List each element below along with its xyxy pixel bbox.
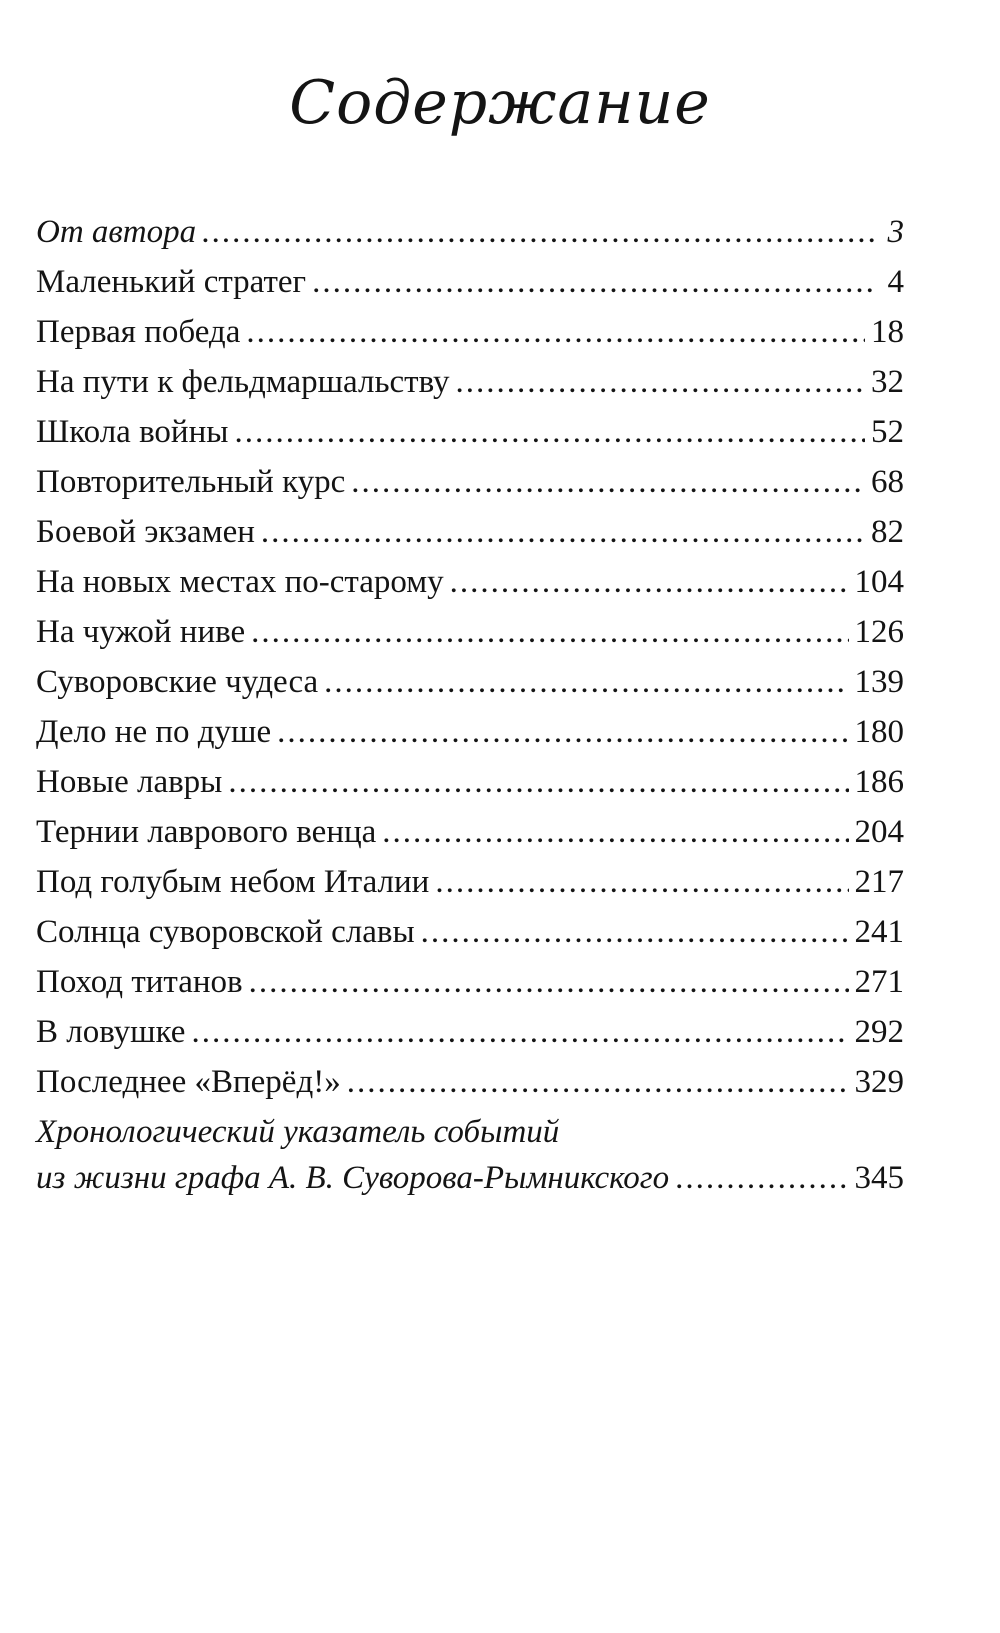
dot-leader bbox=[450, 557, 849, 607]
dot-leader bbox=[191, 1007, 848, 1057]
toc-entry bbox=[36, 1007, 904, 1057]
toc-entry-title: Повторительный курс bbox=[36, 464, 346, 500]
toc-entry-title: Тернии лаврового венца bbox=[36, 814, 377, 850]
dot-leader bbox=[251, 607, 848, 657]
toc-entry-page: 4 bbox=[887, 264, 904, 300]
chronology-title-line-2: из жизни графа А. В. Суворова-Рымникского bbox=[36, 1160, 670, 1196]
toc-entry-page: 204 bbox=[854, 814, 904, 850]
toc-entry-page: 271 bbox=[854, 964, 904, 1000]
toc-entry bbox=[36, 307, 904, 357]
dot-leader bbox=[312, 257, 876, 307]
toc-entry-title: На чужой ниве bbox=[36, 614, 246, 650]
toc-entry-title: Маленький стратег bbox=[36, 264, 307, 300]
toc-entry-page: 126 bbox=[854, 614, 904, 650]
toc-entry-title: Дело не по душе bbox=[36, 714, 272, 750]
chronology-title-line-1: Хронологический указатель событий bbox=[36, 1114, 560, 1150]
toc-entry-page: 186 bbox=[854, 764, 904, 800]
toc-entry bbox=[36, 357, 904, 407]
toc-entry bbox=[36, 557, 904, 607]
toc-entry-title: От автора bbox=[36, 214, 197, 250]
toc-entry-page: 217 bbox=[854, 864, 904, 900]
toc-entry bbox=[36, 957, 904, 1007]
dot-leader bbox=[675, 1155, 848, 1201]
toc-entry bbox=[36, 657, 904, 707]
toc-entry-page: 139 bbox=[854, 664, 904, 700]
dot-leader bbox=[382, 807, 848, 857]
dot-leader bbox=[456, 357, 865, 407]
chronology-entry bbox=[36, 1155, 904, 1201]
toc-entry bbox=[36, 607, 904, 657]
dot-leader bbox=[202, 207, 876, 257]
toc-entry bbox=[36, 907, 904, 957]
toc-entry-title: Школа войны bbox=[36, 414, 229, 450]
toc-entry bbox=[36, 707, 904, 757]
dot-leader bbox=[351, 457, 865, 507]
toc-entry bbox=[36, 457, 904, 507]
toc-entry-title: На пути к фельдмаршальству bbox=[36, 364, 450, 400]
toc-entry-page: 82 bbox=[871, 514, 904, 550]
dot-leader bbox=[435, 857, 848, 907]
dot-leader bbox=[249, 957, 849, 1007]
toc-entry bbox=[36, 757, 904, 807]
dot-leader bbox=[347, 1057, 849, 1107]
toc-entry-title: В ловушке bbox=[36, 1014, 186, 1050]
dot-leader bbox=[261, 507, 865, 557]
table-of-contents bbox=[36, 207, 904, 1201]
toc-entry-page: 292 bbox=[854, 1014, 904, 1050]
dot-leader bbox=[324, 657, 848, 707]
toc-entry bbox=[36, 1057, 904, 1107]
dot-leader bbox=[234, 407, 865, 457]
toc-entry bbox=[36, 507, 904, 557]
toc-entry-page: 3 bbox=[887, 214, 904, 250]
toc-entry bbox=[36, 407, 904, 457]
toc-entry-page: 180 bbox=[854, 714, 904, 750]
toc-entry-page: 32 bbox=[871, 364, 904, 400]
dot-leader bbox=[246, 307, 865, 357]
toc-entry-page: 18 bbox=[871, 314, 904, 350]
dot-leader bbox=[277, 707, 848, 757]
toc-entry bbox=[36, 807, 904, 857]
toc-entry-page: 68 bbox=[871, 464, 904, 500]
toc-entry-title: На новых местах по-старому bbox=[36, 564, 444, 600]
toc-entry-title: Суворовские чудеса bbox=[36, 664, 319, 700]
dot-leader bbox=[228, 757, 848, 807]
toc-entry-title: Новые лавры bbox=[36, 764, 223, 800]
toc-entry bbox=[36, 207, 904, 257]
toc-entry-title: Под голубым небом Италии bbox=[36, 864, 430, 900]
toc-entry-page: 329 bbox=[854, 1064, 904, 1100]
toc-entry-title: Последнее «Вперёд!» bbox=[36, 1064, 341, 1100]
toc-entry-title: Боевой экзамен bbox=[36, 514, 255, 550]
toc-entry bbox=[36, 857, 904, 907]
toc-entry-page: 52 bbox=[871, 414, 904, 450]
toc-entry-page: 241 bbox=[854, 914, 904, 950]
chronology-page: 345 bbox=[854, 1160, 904, 1196]
dot-leader bbox=[421, 907, 849, 957]
toc-entry bbox=[36, 257, 904, 307]
page-title: Содержание bbox=[289, 68, 711, 138]
toc-entry-title: Поход титанов bbox=[36, 964, 243, 1000]
toc-entry-title: Первая победа bbox=[36, 314, 241, 350]
toc-entry-title: Солнца суворовской славы bbox=[36, 914, 415, 950]
toc-entry-page: 104 bbox=[854, 564, 904, 600]
